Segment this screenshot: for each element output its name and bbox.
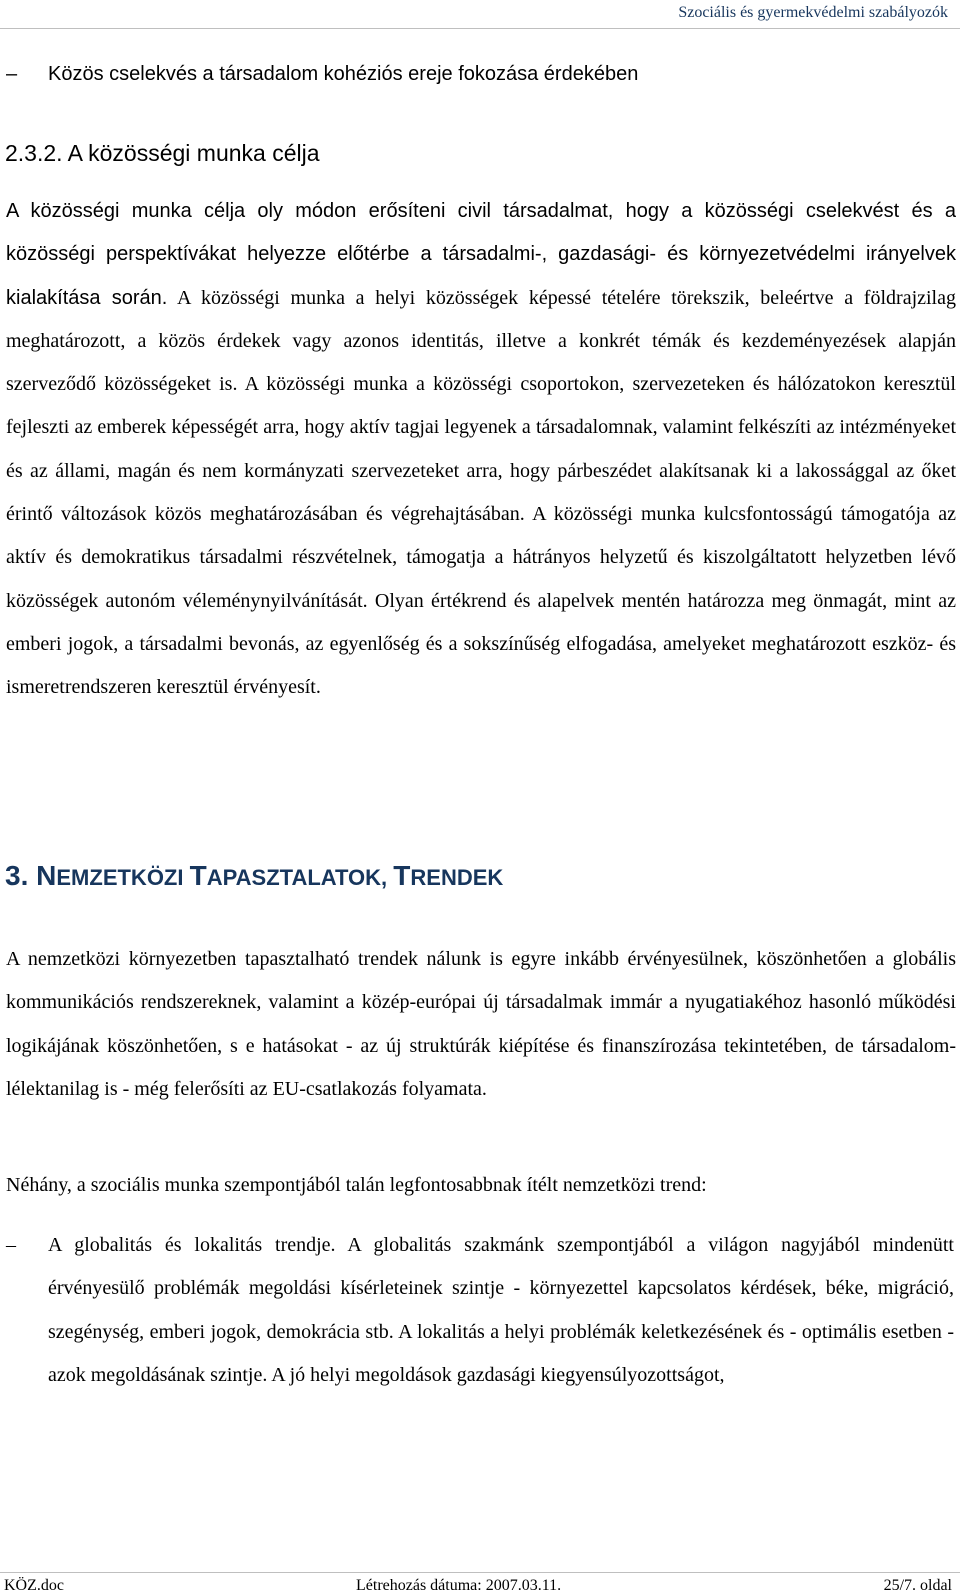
top-bullet	[6, 52, 638, 96]
bullet-dash: –	[6, 1234, 16, 1256]
page-footer	[0, 1572, 960, 1594]
paragraph-lead: A közösségi munka célja oly módon erősíteni civil társadalmat, hogy a közösségi cselekvést és a közösségi perspektívákat helyezze előtérbe a társadalmi-, gazdasági- és környezetvédelmi irányelvek kialakítása során.	[6, 200, 956, 309]
footer-created-date: Létrehozás dátuma: 2007.03.11.	[356, 1577, 562, 1594]
chapter-title-initial: T	[393, 860, 411, 891]
trend-list	[6, 1224, 954, 1398]
chapter-number: 3.	[5, 860, 29, 891]
list-item	[6, 1224, 954, 1398]
chapter-title-part: APASZTALATOK,	[206, 865, 394, 890]
footer-filename: KÖZ.doc	[4, 1577, 64, 1594]
paragraph-body: A közösségi munka a helyi közösségek képessé tételére törekszik, beleértve a földrajzilag meghatározott, a közös érdekek vagy azonos identitás, illetve a konkrét témák és kezdeményezések alapján szerveződő közösségeket is. A közösségi munka a közösségi csoportokon, szervezeteken és hálózatokon keresztül fejleszti az emberek képességét arra, hogy aktív tagjai legyenek a társadalomnak, valamint felkészíti az intézményeket és az állami, magán és nem kormányzati szervezeteket arra, hogy párbeszédet alakítsanak ki a lakossággal az őket érintő változások közös meghatározásában és végrehajtásában. A közösségi munka kulcsfontosságú támogatója az aktív és demokratikus társadalmi részvételnek, támogatja a hátrányos helyzetű és kiszolgáltatott helyzetben lévő közösségek autonóm véleménynyilvánítását. Olyan értékrend és alapelvek mentén határozza meg önmagát, mint az emberi jogok, a társadalmi bevonás, az egyenlőség és a sokszínűség elfogadása, amelyeket meghatározott eszköz- és ismeretrendszeren keresztül érvényesít.	[6, 286, 956, 699]
bullet-text: Közös cselekvés a társadalom kohéziós ereje fokozása érdekében	[48, 63, 639, 85]
trend-text: A globalitás és lokalitás trendje. A globalitás szakmánk szempontjából a világon nagyjából mindenütt érvényesülő problémák megoldási kísérleteinek szintje - környezettel kapcsolatos kérdések, béke, migráció, szegénység, emberi jogok, demokrácia stb. A lokalitás a helyi problémák keletkezésének és - optimális esetben - azok megoldásának szintje. A jó helyi megoldások gazdasági kiegyensúlyozottságot,	[48, 1234, 954, 1387]
footer-page-number: 25/7. oldal	[883, 1577, 952, 1594]
document-title: Szociális és gyermekvédelmi szabályozók	[678, 4, 948, 21]
section-2-3-2-paragraph	[6, 190, 956, 710]
page-header	[0, 0, 960, 29]
chapter-title-part: EMZETKÖZI	[56, 865, 190, 890]
chapter-3-heading	[5, 860, 503, 892]
chapter-title-initial: T	[189, 860, 207, 891]
chapter-title-part: RENDEK	[410, 865, 504, 890]
section-heading-2-3-2: 2.3.2. A közösségi munka célja	[5, 140, 320, 166]
bullet-dash: –	[6, 63, 18, 85]
chapter-3-paragraph-1: A nemzetközi környezetben tapasztalható trendek nálunk is egyre inkább érvényesülnek, köszönhetően a globális kommunikációs rendszereknek, valamint a közép-európai új társadalmak immár a nyugatiakéhoz hasonló működési logikájának köszönhetően, s e hatásokat - az új struktúrák kiépítése és finanszírozása tekintetében, de társadalom-lélektanilag is - még felerősíti az EU-csatlakozás folyamata.	[6, 948, 956, 1100]
chapter-title-initial: N	[36, 860, 57, 891]
chapter-3-paragraph-2: Néhány, a szociális munka szempontjából talán legfontosabbnak ítélt nemzetközi trend:	[6, 1174, 707, 1196]
